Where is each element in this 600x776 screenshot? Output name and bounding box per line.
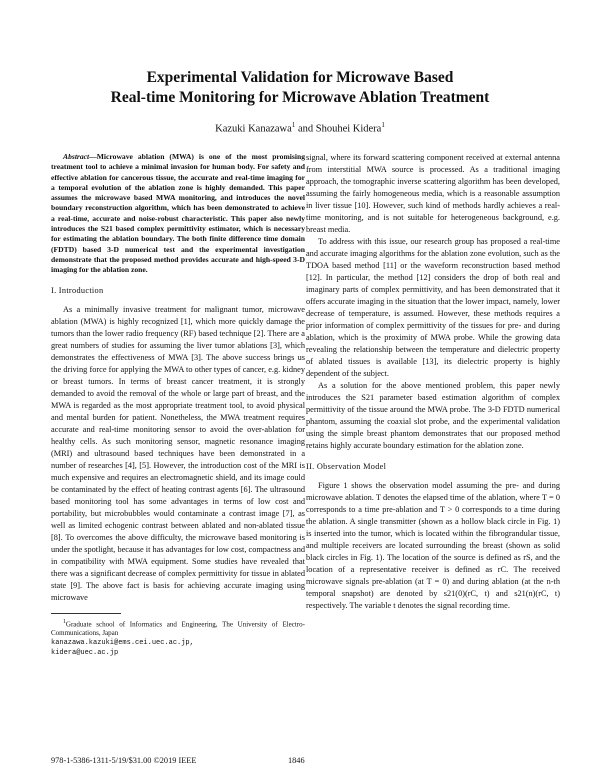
body-paragraph: signal, where its forward scattering component received at external antenna from interstitial MWA source is processed. As a traditional imaging approach, the tomographic inverse scattering algorithm has been developed, assuming the fairly homogeneous media, which is a reasonable assumption in liver tissue [10]. However, such kind of methods hardly achieves a real-time monitoring, and is not suitable for heterogeneous background, e.g. breast media. (306, 153, 560, 234)
author-name: Kazuki Kanazawa (215, 123, 292, 135)
body-paragraph: Figure 1 shows the observation model assuming the pre- and during microwave ablation. T denotes the elapsed time of the ablation, where T = 0 corresponds to a time pre-ablation and T > 0 corresponds to a time during the ablation. A single transmitter (shown as a hollow black circle in Fig. 1) is inserted into the tumor, which is located within the fibrograndular tissue, and multiple receivers are located surrounding the breast (shown as solid black circles in Fig. 1). The location of the source is defined as rS, and the location of a representative receiver is defined as rC. The received microwave signals pre-ablation (at T = 0) and during ablation (at the n-th temporal snapshot) are denoted by s21(0)(rC, t) and s21(n)(rC, t) respectively. The variable t denotes the signal recording time. (306, 481, 560, 610)
paper-title-line-1: Experimental Validation for Microwave Based (146, 69, 454, 86)
body-paragraph: To address with this issue, our research group has proposed a real-time and accurate imaging algorithms for the ablation zone evolution, such as the TDOA based method [11] or the waveform reconstruction based method [12]. In particular, the method [12] considers the drop of both real and imaginary parts of complex permittivity, and has been demonstrated that it offers accurate imaging in the situation that the lower impact, namely, lower decrease of temperature, is assumed. However, these methods requires a prior information of complex permittivity of the tissues for pre- and during ablation, which is the proximity of MWA probe. While the growing data revealing the relationship between the temperature and dielectric property of ablated tissues is available [13], its dielectric property is highly dependent of the subject. (306, 237, 560, 378)
author-separator: and (295, 123, 316, 135)
affiliation-mark: 1 (291, 121, 296, 129)
body-paragraph: As a solution for the above mentioned problem, this paper newly introduces the S21 parameter based estimation algorithm of complex permittivity of the tissue around the MWA probe. The 3-D FDTD numerical phantom, assuming the coaxial slot probe, and the experimental validation using the simple breast phantom demonstrates that our proposed method retains highly accurate boundary estimation for the ablation zone. (306, 381, 560, 450)
email-address: kanazawa.kazuki@ems.cei.uec.ac.jp, (51, 638, 194, 647)
body-paragraph: As a minimally invasive treatment for malignant tumor, microwave ablation (MWA) is highly recognized [1], which more quickly damage the tumors than the lower radio frequency (RF) based technique [2]. There are a great numbers of studies for assuming the liver tumor ablations [3], which demonstrates the effectiveness of MWA [3]. The above success brings us the driving force for applying the MWA to other types of cancer, e.g. kidney or breast tumors. In terms of breast cancer treatment, it is strongly demanded to avoid the removal of the whole or large part of breast, and the MWA is regarded as the most appropriate treatment tool, to avoid physical and mental burden for patient. Nonetheless, the MWA treatment requires accurate and real-time monitoring sensor to avoid the over-ablation for healthy cells. As such monitoring sensor, magnetic resonance imaging (MRI) and ultrasound based techniques have been demonstrated in a number of researches [4], [5]. However, the introduction cost of the MRI is much expensive and requires an electromagnetic shield, and its image could be contaminated by the effect of heating contrast agents [6]. The ultrasound based monitoring tool has some advantages in terms of low cost and portability, but microbubbles would contaminate a contrast image [7], as well as limited echogenic contrast between ablated and non-ablated tissue [8]. To overcomes the above difficulty, the microwave based monitoring is under the spotlight, because it has advantages for low cost, compactness and in compatibility with MWA equipment. Some studies have revealed that there was a significant decrease of complex permittivity for tissue in ablated state [9]. The above fact is basis for achieving accurate imaging using microwave (51, 304, 305, 602)
section-heading: II. Observation Model (306, 462, 387, 471)
footnote-rule (51, 613, 121, 614)
left-column (51, 152, 305, 658)
author-name: Shouhei Kidera (315, 123, 382, 135)
abstract-dash: — (89, 152, 97, 161)
abstract-text: Microwave ablation (MWA) is one of the most promising treatment tool to achieve a minimal invasion for human body. For safety and effective ablation for cancerous tissue, the accurate and real-time imaging for a temporal evolution of the ablation zone is highly demanded. This paper assumes the microwave based MWA monitoring, and introduces the novel boundary reconstruction algorithm, which has been demonstrated to achieve a real-time, accurate and noise-robust characteristic. This paper also newly introduces the S21 based complex permittivity estimator, which is necessary for estimating the ablation boundary. The both finite difference time domain (FDTD) based 3-D numerical test and the experimental investigation demonstrate that the proposed method provides accurate and high-speed 3-D imaging for the ablation zone. (51, 152, 305, 275)
footnote-text: Graduate school of Informatics and Engineering, The University of Electro-Communications, Japan (51, 619, 305, 637)
footnote (51, 618, 305, 658)
abstract-label: Abstract (63, 152, 90, 161)
abstract (51, 152, 305, 276)
copyright-line: 978-1-5386-1311-5/19/$31.00 ©2019 IEEE (51, 756, 197, 765)
section-heading: I. Introduction (51, 285, 104, 295)
paper-title-line-2: Real-time Monitoring for Microwave Ablation Treatment (110, 89, 490, 106)
page-number: 1846 (288, 756, 305, 765)
author-list (0, 121, 600, 135)
footnote-mark: 1 (63, 618, 66, 625)
affiliation-mark: 1 (381, 121, 385, 129)
right-column (306, 152, 560, 612)
email-address: kidera@uec.ac.jp (51, 648, 119, 657)
